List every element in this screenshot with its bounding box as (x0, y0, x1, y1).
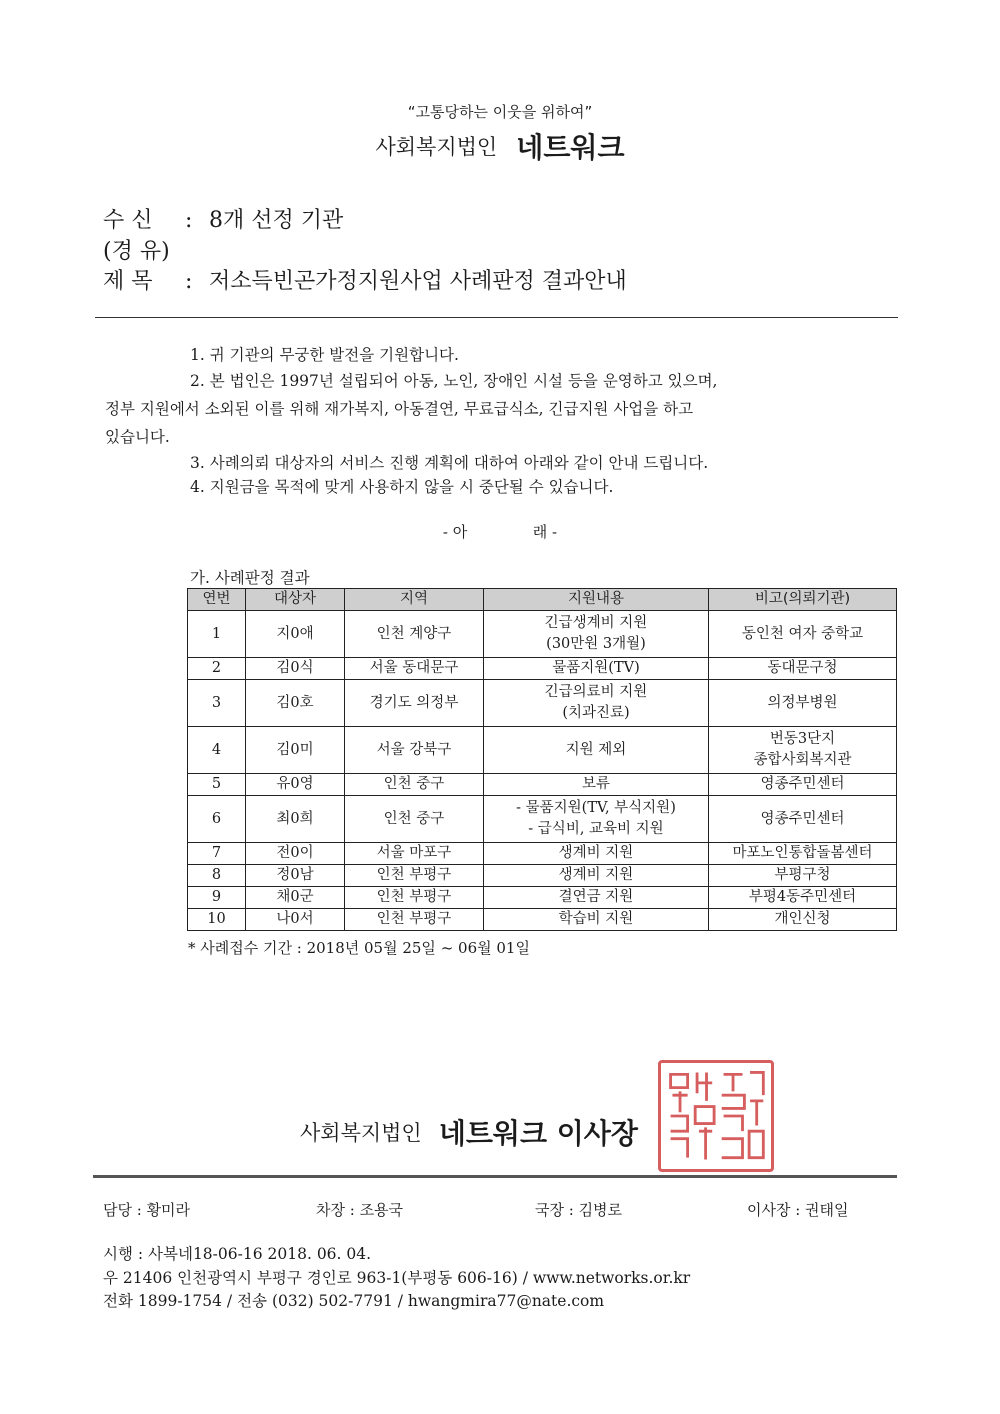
region-cell: 경기도 의정부 (345, 680, 484, 727)
recipient-name-cell: 유0영 (246, 774, 345, 796)
region-cell: 서울 동대문구 (345, 658, 484, 680)
support-content-cell-line: - 급식비, 교육비 지원 (528, 821, 664, 837)
table-header-row (188, 589, 897, 611)
subject-value: 저소득빈곤가정지원사업 사례판정 결과안내 (209, 269, 627, 294)
body-paragraph-2-line-3: 있습니다. (105, 428, 170, 446)
row-number-cell: 6 (188, 796, 246, 843)
region-cell: 인천 계양구 (345, 611, 484, 658)
recipient-name-cell: 김0식 (246, 658, 345, 680)
signature-line (300, 1112, 638, 1152)
letterhead (0, 126, 1000, 166)
row-number-cell: 3 (188, 680, 246, 727)
case-result-table (187, 588, 897, 931)
support-content-cell (484, 727, 709, 774)
referral-agency-cell (709, 887, 897, 909)
slogan: “고통당하는 이웃을 위하여” (407, 103, 593, 121)
table-row (188, 887, 897, 909)
referral-agency-cell (709, 843, 897, 865)
table-header-cell: 지역 (345, 589, 484, 611)
support-content-cell (484, 796, 709, 843)
table-row (188, 865, 897, 887)
support-content-cell-line: 보류 (581, 776, 610, 792)
notice-heading-left: - 아 (442, 523, 468, 541)
footer-divider (93, 1175, 897, 1178)
table-header-cell: 연번 (188, 589, 246, 611)
referral-agency-cell-line: 마포노인통합돌봄센터 (732, 845, 873, 861)
approval-chairman: 이사장 : 권태일 (747, 1201, 849, 1219)
table-row (188, 909, 897, 931)
support-content-cell-line: 생계비 지원 (558, 845, 634, 861)
official-seal-icon (658, 1060, 774, 1172)
support-content-cell (484, 658, 709, 680)
row-number-cell: 1 (188, 611, 246, 658)
issue-number: 시행 : 사복네18-06-16 2018. 06. 04. (103, 1245, 372, 1263)
row-number-cell: 5 (188, 774, 246, 796)
recipient-name-cell: 지0애 (246, 611, 345, 658)
region-cell: 인천 중구 (345, 796, 484, 843)
region-cell: 인천 부평구 (345, 909, 484, 931)
row-number-cell: 4 (188, 727, 246, 774)
region-cell: 서울 마포구 (345, 843, 484, 865)
body-paragraph-2-line-2: 정부 지원에서 소외된 이를 위해 재가복지, 아동결연, 무료급식소, 긴급지원 사업을 하고 (105, 400, 694, 418)
table-header-cell: 지원내용 (484, 589, 709, 611)
recipient-name-cell: 최0희 (246, 796, 345, 843)
approval-staff: 담당 : 황미라 (103, 1201, 191, 1219)
support-content-cell (484, 680, 709, 727)
table-row (188, 727, 897, 774)
support-content-cell (484, 865, 709, 887)
support-content-cell (484, 611, 709, 658)
region-cell: 인천 중구 (345, 774, 484, 796)
referral-agency-cell (709, 611, 897, 658)
referral-agency-cell-line: 부평구청 (774, 867, 831, 883)
support-content-cell-line: 학습비 지원 (558, 911, 634, 927)
row-number-cell: 9 (188, 887, 246, 909)
body-paragraph-1: 1. 귀 기관의 무궁한 발전을 기원합니다. (190, 346, 459, 364)
subject-label: 제 목 (103, 269, 153, 294)
support-content-cell-line: 결연금 지원 (558, 889, 634, 905)
table-row (188, 843, 897, 865)
notice-heading-right: 래 - (532, 523, 558, 541)
recipient-name-cell: 김0호 (246, 680, 345, 727)
table-row (188, 658, 897, 680)
support-content-cell-line: - 물품지원(TV, 부식지원) (516, 800, 676, 816)
region-cell: 서울 강북구 (345, 727, 484, 774)
row-number-cell: 10 (188, 909, 246, 931)
section-title: 가. 사례판정 결과 (190, 569, 310, 587)
subject-colon: : (185, 269, 193, 294)
support-content-cell-line: 지원 제외 (565, 741, 627, 758)
subject-row (103, 264, 627, 295)
letterhead-corp-type: 사회복지법인 (375, 135, 498, 159)
approval-manager: 차장 : 조용국 (316, 1201, 404, 1219)
notice-heading (0, 521, 1000, 542)
referral-agency-cell-line: 의정부병원 (767, 694, 838, 711)
referral-agency-cell (709, 727, 897, 774)
referral-agency-cell-line: 종합사회복지관 (753, 752, 852, 768)
recipient-value: 8개 선정 기관 (209, 208, 344, 233)
signature-title: 네트워크 이사장 (438, 1117, 638, 1150)
support-content-cell-line: (치과진료) (562, 705, 630, 721)
referral-agency-cell (709, 774, 897, 796)
support-content-cell-line: 긴급의료비 지원 (544, 684, 648, 700)
region-cell: 인천 부평구 (345, 887, 484, 909)
referral-agency-cell (709, 796, 897, 843)
support-content-cell-line: (30만원 3개월) (546, 636, 646, 652)
contact-info: 전화 1899-1754 / 전송 (032) 502-7791 / hwangmira77@nate.com (103, 1292, 605, 1310)
recipient-name-cell: 전0이 (246, 843, 345, 865)
table-header-cell: 대상자 (246, 589, 345, 611)
row-number-cell: 2 (188, 658, 246, 680)
recipient-row (103, 203, 343, 234)
signature-corp-type: 사회복지법인 (300, 1121, 422, 1145)
row-number-cell: 7 (188, 843, 246, 865)
via-row (103, 234, 170, 265)
referral-agency-cell-line: 영종주민센터 (760, 810, 845, 827)
official-seal-glyphs (661, 1063, 771, 1169)
recipient-name-cell: 채0군 (246, 887, 345, 909)
support-content-cell-line: 물품지원(TV) (552, 660, 640, 676)
approval-director: 국장 : 김병로 (535, 1201, 623, 1219)
header-divider (95, 317, 898, 318)
support-content-cell (484, 909, 709, 931)
referral-agency-cell (709, 909, 897, 931)
recipient-label: 수 신 (103, 208, 153, 233)
letterhead-org-name: 네트워크 (516, 131, 625, 164)
via-label: (경 유) (103, 239, 170, 264)
table-row (188, 611, 897, 658)
body-paragraph-3: 3. 사례의뢰 대상자의 서비스 진행 계획에 대하여 아래와 같이 안내 드립니다. (190, 454, 709, 472)
support-content-cell (484, 843, 709, 865)
table-row (188, 796, 897, 843)
referral-agency-cell (709, 680, 897, 727)
referral-agency-cell-line: 동대문구청 (767, 660, 838, 676)
postal-address: 우 21406 인천광역시 부평구 경인로 963-1(부평동 606-16) / www.networks.or.kr (103, 1269, 691, 1287)
referral-agency-cell (709, 658, 897, 680)
referral-agency-cell (709, 865, 897, 887)
referral-agency-cell-line: 부평4동주민센터 (748, 889, 857, 905)
body-paragraph-4: 4. 지원금을 목적에 맞게 사용하지 않을 시 중단될 수 있습니다. (190, 478, 614, 496)
body-paragraph-2-line-1: 2. 본 법인은 1997년 설립되어 아동, 노인, 장애인 시설 등을 운영하고 있으며, (190, 372, 718, 390)
support-content-cell (484, 887, 709, 909)
recipient-colon: : (185, 208, 193, 233)
referral-agency-cell-line: 번동3단지 (769, 731, 836, 747)
table-header-cell: 비고(의뢰기관) (709, 589, 897, 611)
region-cell: 인천 부평구 (345, 865, 484, 887)
table-row (188, 774, 897, 796)
referral-agency-cell-line: 영종주민센터 (760, 776, 845, 792)
support-content-cell-line: 생계비 지원 (558, 867, 634, 883)
referral-agency-cell-line: 개인신청 (774, 911, 831, 927)
support-content-cell-line: 긴급생계비 지원 (544, 615, 648, 631)
reception-period-note: * 사례접수 기간 : 2018년 05월 25일 ~ 06월 01일 (188, 939, 530, 957)
referral-agency-cell-line: 동인천 여자 중학교 (741, 625, 864, 642)
recipient-name-cell: 김0미 (246, 727, 345, 774)
support-content-cell (484, 774, 709, 796)
table-row (188, 680, 897, 727)
row-number-cell: 8 (188, 865, 246, 887)
recipient-name-cell: 나0서 (246, 909, 345, 931)
recipient-name-cell: 정0남 (246, 865, 345, 887)
